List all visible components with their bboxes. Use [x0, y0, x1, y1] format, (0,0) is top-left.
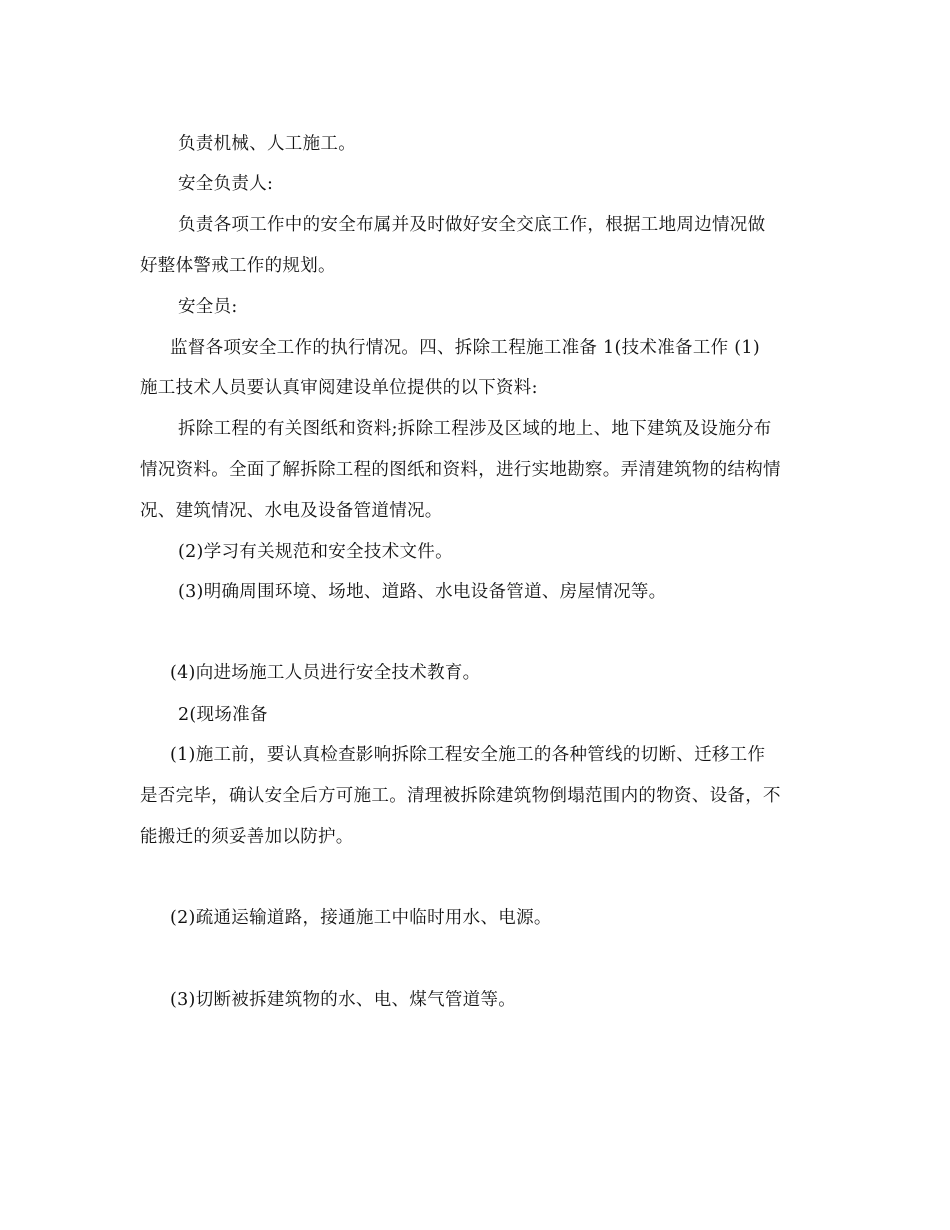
- text-line: 安全负责人:: [178, 174, 274, 194]
- text-line: (4)向进场施工人员进行安全技术教育。: [170, 663, 481, 683]
- text-line: 2(现场准备: [178, 705, 268, 725]
- text-line: 安全员:: [178, 297, 238, 317]
- text-line: 能搬迁的须妥善加以防护。: [140, 827, 354, 847]
- text-line: 负责各项工作中的安全布属并及时做好安全交底工作，根据工地周边情况做: [178, 215, 766, 235]
- text-line: 情况资料。全面了解拆除工程的图纸和资料，进行实地勘察。弄清建筑物的结构情: [140, 460, 781, 480]
- text-line: 施工技术人员要认真审阅建设单位提供的以下资料:: [140, 378, 538, 398]
- text-line: 监督各项安全工作的执行情况。四、拆除工程施工准备 1(技术准备工作 (1): [170, 338, 760, 358]
- text-line: 负责机械、人工施工。: [178, 134, 356, 154]
- text-line: (1)施工前，要认真检查影响拆除工程安全施工的各种管线的切断、迁移工作: [170, 745, 766, 765]
- text-line: (3)明确周围环境、场地、道路、水电设备管道、房屋情况等。: [178, 582, 667, 602]
- text-line: 是否完毕，确认安全后方可施工。清理被拆除建筑物倒塌范围内的物资、设备，不: [140, 786, 781, 806]
- text-line: 好整体警戒工作的规划。: [140, 256, 336, 276]
- text-line: 况、建筑情况、水电及设备管道情况。: [140, 501, 443, 521]
- text-line: (2)学习有关规范和安全技术文件。: [178, 542, 453, 562]
- text-line: 拆除工程的有关图纸和资料;拆除工程涉及区域的地上、地下建筑及设施分布: [178, 419, 772, 439]
- text-line: (3)切断被拆建筑物的水、电、煤气管道等。: [170, 990, 517, 1010]
- text-line: (2)疏通运输道路，接通施工中临时用水、电源。: [170, 908, 552, 928]
